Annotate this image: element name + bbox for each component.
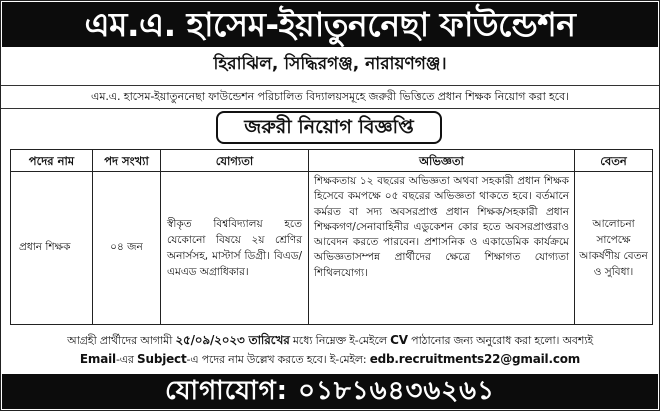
- instr-text: আগ্রহী প্রার্থীদের আগামী: [67, 334, 176, 347]
- cv-label: CV: [390, 333, 408, 347]
- contact-band: [2, 374, 658, 409]
- instructions-line-2: [1, 350, 659, 369]
- contact-label: যোগাযোগ:: [165, 376, 289, 406]
- header-post: পদের নাম: [11, 150, 93, 172]
- cell-count: ০৪ জন: [93, 172, 161, 325]
- foundation-title: এম.এ. হাসেম-ইয়াতুননেছা ফাউন্ডেশন: [2, 2, 658, 47]
- email-address: edb.recruitments22@gmail.com: [369, 352, 581, 366]
- instr-text: -এর: [115, 353, 138, 366]
- header-qualification: যোগ্যতা: [161, 150, 309, 172]
- cell-salary: আলোচনা সাপেক্ষে আকর্ষণীয় বেতন ও সুবিধা।: [575, 172, 653, 325]
- instructions-line-1: [1, 331, 659, 350]
- cell-experience: শিক্ষকতায় ১২ বছরের অভিজ্ঞতা অথবা সহকারী প্রধান শিক্ষক হিসেবে কমপক্ষে ০৫ বছরের অভিজ্ঞতা থাকতে হবে। বর্তমানে কর্মরত বা সদ্য অবসরপ্রাপ্ত প্রধান শিক্ষক/সহকারী প্রধান শিক্ষকগণ/সেনাবাহিনীর এডুকেশন কোর হতে অবসরপ্রাপ্তরাও আবেদন করতে পারবেন। প্রশাসনিক ও একাডেমিক কার্যক্রমে অভিজ্ঞতাসম্পন্ন প্রার্থীদের ক্ষেত্রে শিক্ষাগত যোগ্যতা শিথিলযোগ্য।: [309, 172, 575, 325]
- email-word: Email: [79, 352, 116, 366]
- notice-title: জরুরী নিয়োগ বিজ্ঞপ্তি: [216, 111, 442, 144]
- cell-post: প্রধান শিক্ষক: [11, 172, 93, 325]
- table-header-row: [11, 150, 653, 172]
- instr-text: -এ পদের নাম উল্লেখ করতে হবে। ই-মেইল:: [186, 353, 370, 366]
- header-count: পদ সংখ্যা: [93, 150, 161, 172]
- application-instructions: [1, 331, 659, 371]
- instr-text: পাঠানোর জন্য অনুরোধ করা হলো। অবশ্যই: [407, 334, 593, 347]
- instr-text: মধ্যে নিম্নেক্ত ই-মেইলে: [289, 334, 391, 347]
- intro-text: এম.এ. হাসেম-ইয়াতুননেছা ফাউন্ডেশন পরিচালিত বিদ্যালয়সমূহে জরুরী ভিত্তিতে প্রধান শিক্ষক নিয়োগ করা হবে।: [1, 85, 659, 109]
- job-table: [10, 149, 653, 325]
- deadline-date: ২৫/০৯/২০২৩ তারিখের: [175, 333, 290, 347]
- subject-word: Subject: [137, 352, 187, 366]
- header-experience: অভিজ্ঞতা: [309, 150, 575, 172]
- foundation-address: হিরাঝিল, সিদ্ধিরগঞ্জ, নারায়ণগঞ্জ।: [213, 54, 447, 74]
- table-row: [11, 172, 653, 325]
- cell-qualification: স্বীকৃত বিশ্ববিদ্যালয় হতে যেকোনো বিষয়ে ২য় শ্রেণির অনার্সসহ, মাস্টার্স ডিগ্রী। বিএড/এমএড অগ্রাধিকার।: [161, 172, 309, 325]
- contact-phone: ০১৮১৬৪৩৬২৬১: [298, 376, 495, 406]
- header-salary: বেতন: [575, 150, 653, 172]
